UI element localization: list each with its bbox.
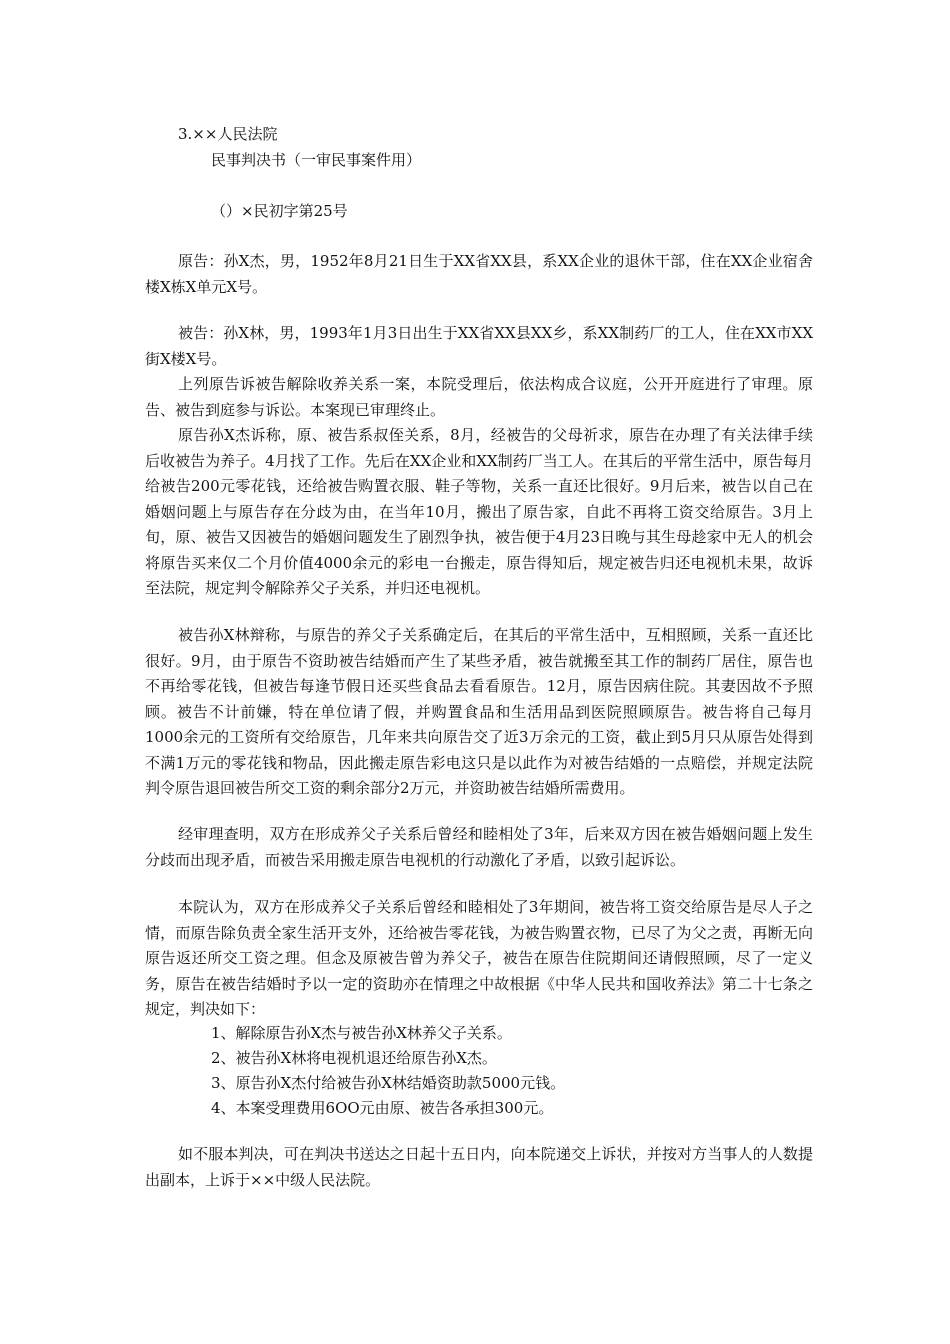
appeal-notice-paragraph: 如不服本判决，可在判决书送达之日起十五日内，向本院递交上诉状，并按对方当事人的人数提出副本，上诉于××中级人民法院。 (145, 1145, 813, 1189)
judgment-document (145, 0, 813, 1344)
document-title: 民事判决书（一审民事案件用） (211, 151, 422, 169)
case-number: （）×民初字第25号 (211, 202, 348, 220)
court-heading: 3.××人民法院 (178, 125, 278, 143)
findings-paragraph: 经审理查明，双方在形成养父子关系后曾经和睦相处了3年，后来双方因在被告婚姻问题上发生分歧而出现矛盾，而被告采用搬走原告电视机的行动激化了矛盾，以致引起诉讼。 (145, 825, 813, 869)
ruling-item: 4、本案受理费用6OO元由原、被告各承担300元。 (211, 1099, 554, 1117)
defendant-argument-paragraph: 被告孙X林辩称，与原告的养父子关系确定后，在其后的平常生活中，互相照顾，关系一直还比很好。9月，由于原告不资助被告结婚而产生了某些矛盾，被告就搬至其工作的制药厂居住，原告也不再给零花钱，但被告每逢节假日还买些食品去看看原告。12月，原告因病住院。其妻因故不予照顾。被告不计前嫌，特在单位请了假，并购置食品和生活用品到医院照顾原告。被告将自己每月1000余元的工资所有交给原告，几年来共向原告交了近3万余元的工资，截止到5月只从原告处得到不满1万元的零花钱和物品，因此搬走原告彩电这只是以此作为对被告结婚的一点赔偿，并规定法院判令原告退回被告所交工资的剩余部分2万元，并资助被告结婚所需费用。 (145, 626, 813, 797)
ruling-item: 2、被告孙X林将电视机退还给原告孙X杰。 (211, 1049, 497, 1067)
procedure-paragraph: 上列原告诉被告解除收养关系一案，本院受理后，依法构成合议庭，公开开庭进行了审理。原告、被告到庭参与诉讼。本案现已审理终止。 (145, 375, 813, 419)
defendant-info: 被告：孙X林，男，1993年1月3日出生于XX省XX县XX乡，系XX制药厂的工人，住在XX市XX街X楼X号。 (145, 324, 813, 368)
court-opinion-paragraph: 本院认为，双方在形成养父子关系后曾经和睦相处了3年期间，被告将工资交给原告是尽人子之情，而原告除负责全家生活开支外，还给被告零花钱，为被告购置衣物，已尽了为父之责，再断无向原告返还所交工资之理。但念及原被告曾为养父子，被告在原告住院期间还请假照顾，尽了一定义务，原告在被告结婚时予以一定的资助亦在情理之中故根据《中华人民共和国收养法》第二十七条之规定，判决如下： (145, 898, 813, 1018)
plaintiff-info: 原告：孙X杰，男，1952年8月21日生于XX省XX县，系XX企业的退休干部，住在XX企业宿舍楼X栋X单元X号。 (145, 252, 813, 296)
ruling-item: 3、原告孙X杰付给被告孙X林结婚资助款5000元钱。 (211, 1074, 566, 1092)
plaintiff-claim-paragraph: 原告孙X杰诉称，原、被告系叔侄关系，8月，经被告的父母祈求，原告在办理了有关法律手续后收被告为养子。4月找了工作。先后在XX企业和XX制药厂当工人。在其后的平常生活中，原告每月给被告200元零花钱，还给被告购置衣服、鞋子等物，关系一直还比很好。9月后来，被告以自己在婚姻问题上与原告存在分歧为由，在当年10月，搬出了原告家，自此不再将工资交给原告。3月上旬，原、被告又因被告的婚姻问题发生了剧烈争执，被告便于4月23日晚与其生母趁家中无人的机会将原告买来仅二个月价值4000余元的彩电一台搬走，原告得知后，规定被告归还电视机未果，故诉至法院，规定判令解除养父子关系，并归还电视机。 (145, 426, 813, 597)
ruling-item: 1、解除原告孙X杰与被告孙X林养父子关系。 (211, 1024, 512, 1042)
